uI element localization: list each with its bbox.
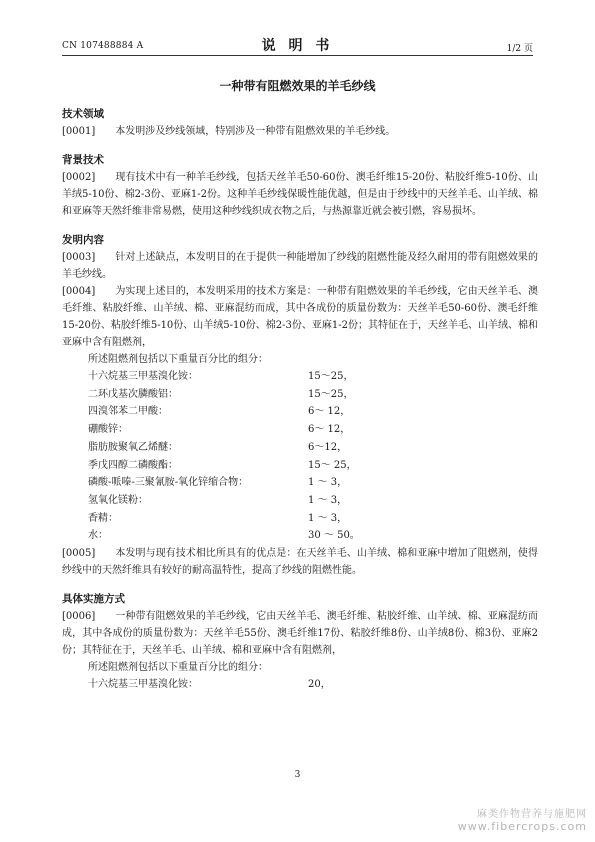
paragraph-number: [0003] (62, 252, 96, 263)
paragraph-0002 (62, 169, 538, 220)
paragraph-text: 现有技术中有一种羊毛纱线，包括天丝羊毛50-60份、澳毛纤维15-20份、粘胶纤维5-10份、山羊绒5-10份、棉2-3份、亚麻1-2份。这种羊毛纱线保暖性能优越，但是由于纱线中的天丝羊毛、山羊绒、棉和亚麻等天然纤维非常易燃，使用这种纱线织成衣物之后，与热源靠近就会被引燃，容易损坏。 (62, 172, 538, 217)
formulation-row (88, 386, 360, 404)
paragraph-number: [0002] (62, 172, 96, 183)
paragraph-0006 (62, 608, 538, 659)
paragraph-0001 (62, 123, 538, 140)
component-range: 15～25， (308, 388, 354, 400)
component-name: 二环戊基次膦酸铝： (88, 388, 178, 400)
component-name: 磷酸-哌嗪-三聚氰胺-氧化锌缩合物： (88, 477, 249, 489)
component-range: 30 ～ 50。 (308, 530, 360, 542)
paragraph-text: 一种带有阻燃效果的羊毛纱线，它由天丝羊毛、澳毛纤维、粘胶纤维、山羊绒、棉、亚麻混纺而成，其中各成份的质量份数为：天丝羊毛55份、澳毛纤维17份、粘胶纤维8份、山羊绒8份、棉3份、亚麻2份；其特征在于，天丝羊毛、山羊绒、棉和亚麻中含有阻燃剂， (62, 611, 538, 657)
header-page-ref: 1/2 页 (506, 44, 533, 54)
component-name: 香精： (88, 512, 118, 524)
component-name: 氢氧化镁粉： (88, 494, 148, 506)
section-summary (62, 232, 538, 579)
paragraph-number: [0006] (62, 611, 96, 623)
formulation-row (88, 474, 360, 492)
formulation-row (88, 457, 360, 475)
header-rule (62, 55, 533, 56)
component-amount: 20， (308, 679, 331, 691)
component-name: 十六烷基三甲基溴化铵： (88, 679, 198, 691)
component-range: 1 ～ 3， (308, 512, 348, 524)
formulation-row (88, 439, 360, 457)
component-range: 1 ～ 3， (308, 494, 348, 506)
component-range: 1 ～ 3， (308, 477, 348, 489)
section-heading: 技术领域 (62, 108, 104, 120)
component-name: 硼酸锌： (88, 424, 128, 436)
paragraph-number: [0001] (62, 126, 96, 137)
component-name: 四溴邻苯二甲酸： (88, 406, 168, 418)
formulation-row (88, 510, 360, 528)
watermark-url: www.fibercrops.com (457, 820, 587, 833)
component-range: 6～12， (308, 441, 348, 453)
document-title: 一种带有阻燃效果的羊毛纱线 (219, 79, 376, 93)
formulation-intro: 所述阻燃剂包括以下重量百分比的组分： (88, 662, 268, 674)
section-heading: 背景技术 (62, 154, 104, 166)
component-range: 6～ 12， (308, 424, 351, 436)
component-name: 水： (88, 530, 108, 542)
component-range: 6～ 12， (308, 406, 351, 418)
page-number: 3 (294, 770, 301, 780)
header-doc-type: 说 明 书 (261, 38, 334, 54)
paragraph-number: [0005] (62, 548, 96, 560)
watermark (458, 805, 587, 833)
formulation-row (88, 676, 331, 694)
flame-retardant-formulation (88, 368, 360, 545)
formulation-row (88, 421, 360, 439)
component-name: 十六烷基三甲基溴化铵： (88, 371, 198, 382)
component-name: 季戊四醇二磷酸酯： (88, 459, 178, 471)
paragraph-text: 为实现上述目的，本发明采用的技术方案是：一种带有阻燃效果的羊毛纱线，它由天丝羊毛、澳毛纤维、粘胶纤维、山羊绒、棉、亚麻混纺而成，其中各成份的质量份数为：天丝羊毛50-60份、澳毛纤维15-20份、粘胶纤维5-10份、山羊绒5-10份、棉2-3份、亚麻1-2份；其特征在于，天丝羊毛、山羊绒、棉和亚麻中含有阻燃剂， (62, 286, 538, 348)
watermark-site-name: 麻类作物营养与施肥网 (477, 809, 587, 820)
formulation-intro: 所述阻燃剂包括以下重量百分比的组分： (88, 354, 268, 365)
paragraph-0005 (62, 545, 538, 579)
section-embodiment (62, 591, 538, 694)
component-range: 15～25， (308, 371, 354, 382)
document-body (62, 106, 538, 694)
formulation-row (88, 403, 360, 421)
section-heading: 发明内容 (62, 234, 104, 246)
component-range: 15～ 25， (308, 459, 357, 471)
paragraph-0003 (62, 249, 538, 283)
section-background (62, 152, 538, 220)
formulation-row (88, 527, 360, 545)
paragraph-text: 本发明与现有技术相比所具有的优点是：在天丝羊毛、山羊绒、棉和亚麻中增加了阻燃剂，使得纱线中的天然纤维具有较好的耐高温特性，提高了纱线的阻燃性能。 (62, 548, 538, 577)
formulation-row (88, 492, 360, 510)
formulation-row (88, 368, 360, 386)
paragraph-number: [0004] (62, 286, 96, 297)
embodiment-formulation (88, 676, 331, 694)
paragraph-0004 (62, 283, 538, 351)
paragraph-text: 针对上述缺点，本发明目的在于提供一种能增加了纱线的阻燃性能及经久耐用的带有阻燃效果的羊毛纱线。 (62, 252, 538, 280)
section-technical-field (62, 106, 538, 140)
paragraph-text: 本发明涉及纱线领域，特别涉及一种带有阻燃效果的羊毛纱线。 (115, 126, 396, 137)
component-name: 脂肪胺聚氧乙烯醚： (88, 441, 178, 453)
section-heading: 具体实施方式 (62, 593, 125, 606)
header-patent-number: CN 107488884 A (62, 41, 144, 51)
